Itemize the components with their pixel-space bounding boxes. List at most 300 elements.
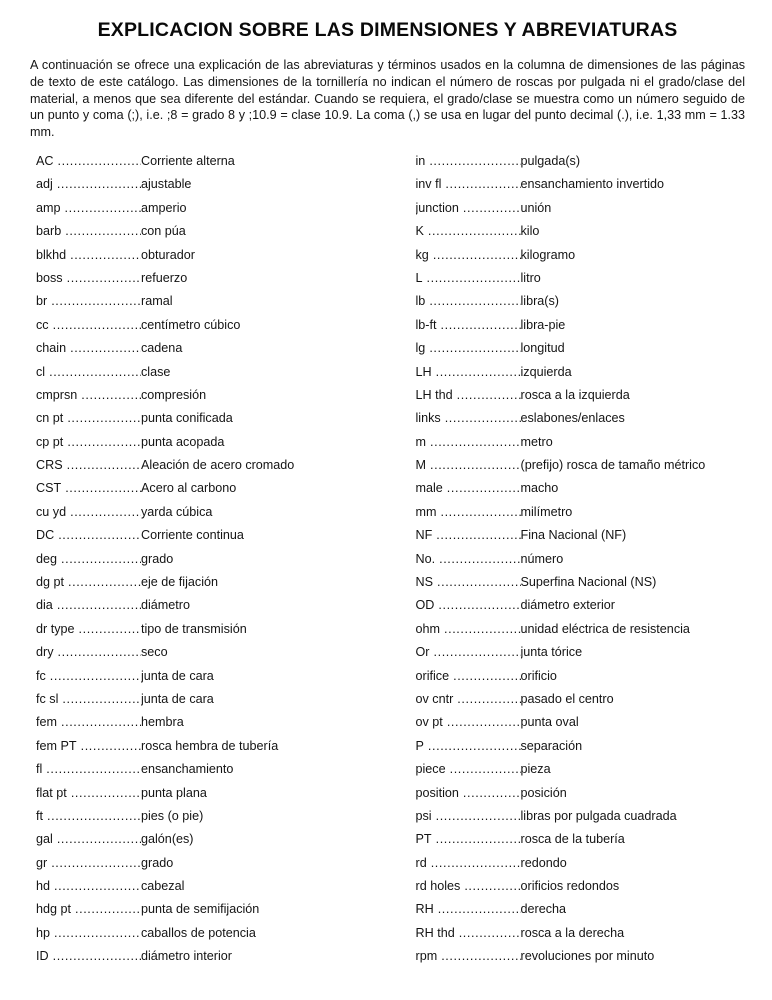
glossary-term-cell xyxy=(36,271,141,285)
dot-leader xyxy=(57,177,141,191)
definition: revoluciones por minuto xyxy=(520,949,655,964)
dot-leader xyxy=(429,341,520,355)
glossary-term-cell xyxy=(416,598,521,612)
abbreviation: cn pt xyxy=(36,411,64,426)
glossary-row xyxy=(36,832,388,855)
glossary-row xyxy=(416,271,746,294)
abbreviation: Or xyxy=(415,645,430,660)
dot-leader xyxy=(450,762,521,776)
abbreviation: barb xyxy=(36,224,62,239)
glossary-row xyxy=(36,177,388,200)
abbreviation: fc xyxy=(36,668,46,683)
glossary-term-cell xyxy=(416,762,521,776)
definition: Corriente continua xyxy=(141,528,244,543)
definition: redondo xyxy=(520,855,567,870)
abbreviation: DC xyxy=(36,528,55,543)
glossary-term-cell xyxy=(36,949,141,963)
glossary-row xyxy=(36,435,388,458)
definition: pieza xyxy=(520,762,551,777)
glossary-term-cell xyxy=(416,739,521,753)
glossary-term-cell xyxy=(416,645,521,659)
dot-leader xyxy=(46,762,141,776)
abbreviation: dia xyxy=(36,598,53,613)
glossary-term-cell xyxy=(36,552,141,566)
glossary-row xyxy=(36,739,388,762)
definition: pasado el centro xyxy=(520,691,614,706)
glossary-term-cell xyxy=(416,318,521,332)
glossary-term-cell xyxy=(416,201,521,215)
glossary-term-cell xyxy=(36,481,141,495)
abbreviation: piece xyxy=(415,762,446,777)
dot-leader xyxy=(70,341,141,355)
glossary-term-cell xyxy=(36,154,141,168)
dot-leader xyxy=(67,458,141,472)
definition: Superfina Nacional (NS) xyxy=(520,575,657,590)
definition: centímetro cúbico xyxy=(141,317,241,332)
dot-leader xyxy=(459,926,521,940)
abbreviation: gr xyxy=(36,855,48,870)
dot-leader xyxy=(53,318,141,332)
abbreviation: P xyxy=(415,738,424,753)
definition: orificio xyxy=(520,668,557,683)
definition: hembra xyxy=(141,715,184,730)
definition: punta oval xyxy=(520,715,579,730)
abbreviation: kg xyxy=(415,247,429,262)
glossary-term-cell xyxy=(416,248,521,262)
glossary-row xyxy=(416,949,746,972)
glossary-row xyxy=(36,388,388,411)
glossary-row xyxy=(416,645,746,668)
glossary-term-cell xyxy=(36,832,141,846)
dot-leader xyxy=(463,201,521,215)
glossary-row xyxy=(36,762,388,785)
abbreviation: dr type xyxy=(36,621,75,636)
glossary-row xyxy=(36,224,388,247)
glossary-term-cell xyxy=(416,832,521,846)
glossary-term-cell xyxy=(36,318,141,332)
abbreviation: ft xyxy=(36,808,43,823)
definition: seco xyxy=(141,645,168,660)
glossary-term-cell xyxy=(36,762,141,776)
glossary-row xyxy=(36,598,388,621)
dot-leader xyxy=(54,926,141,940)
glossary-term-cell xyxy=(36,365,141,379)
abbreviation: psi xyxy=(415,808,432,823)
abbreviation: hp xyxy=(36,925,51,940)
glossary-row xyxy=(416,388,746,411)
glossary-row xyxy=(416,786,746,809)
dot-leader xyxy=(70,505,141,519)
glossary-term-cell xyxy=(416,622,521,636)
definition: rosca a la izquierda xyxy=(520,387,630,402)
dot-leader xyxy=(75,902,141,916)
definition: galón(es) xyxy=(141,832,194,847)
abbreviation: cl xyxy=(36,364,46,379)
abbreviation: br xyxy=(36,294,48,309)
glossary-row xyxy=(416,248,746,271)
dot-leader xyxy=(438,598,520,612)
glossary-term-cell xyxy=(36,856,141,870)
abbreviation: fem xyxy=(36,715,57,730)
dot-leader xyxy=(436,365,521,379)
dot-leader xyxy=(434,645,521,659)
glossary-columns xyxy=(30,154,745,973)
definition: grado xyxy=(141,855,174,870)
glossary-column-left xyxy=(30,154,388,973)
glossary-row xyxy=(36,341,388,364)
glossary-term-cell xyxy=(36,248,141,262)
glossary-term-cell xyxy=(416,856,521,870)
definition: pulgada(s) xyxy=(520,153,581,168)
dot-leader xyxy=(58,645,142,659)
abbreviation: No. xyxy=(415,551,436,566)
abbreviation: K xyxy=(415,224,424,239)
abbreviation: lg xyxy=(415,341,426,356)
glossary-term-cell xyxy=(416,575,521,589)
abbreviation: amp xyxy=(36,200,61,215)
abbreviation: chain xyxy=(36,341,67,356)
abbreviation: lb xyxy=(415,294,426,309)
glossary-row xyxy=(36,902,388,925)
abbreviation: CST xyxy=(36,481,62,496)
definition: punta plana xyxy=(141,785,207,800)
glossary-row xyxy=(36,294,388,317)
abbreviation: inv fl xyxy=(415,177,442,192)
abbreviation: male xyxy=(415,481,443,496)
glossary-row xyxy=(416,669,746,692)
definition: número xyxy=(520,551,564,566)
dot-leader xyxy=(57,832,141,846)
glossary-row xyxy=(416,879,746,902)
glossary-row xyxy=(416,575,746,598)
dot-leader xyxy=(439,552,520,566)
glossary-row xyxy=(36,856,388,879)
dot-leader xyxy=(61,715,141,729)
glossary-row xyxy=(416,318,746,341)
glossary-term-cell xyxy=(416,552,521,566)
glossary-column-right xyxy=(388,154,746,973)
definition: pies (o pie) xyxy=(141,808,204,823)
glossary-row xyxy=(416,341,746,364)
definition: libra-pie xyxy=(520,317,566,332)
abbreviation: cmprsn xyxy=(36,387,78,402)
glossary-term-cell xyxy=(36,669,141,683)
abbreviation: m xyxy=(415,434,426,449)
glossary-row xyxy=(36,365,388,388)
abbreviation: cu yd xyxy=(36,504,67,519)
glossary-term-cell xyxy=(36,598,141,612)
glossary-term-cell xyxy=(416,341,521,355)
glossary-row xyxy=(36,271,388,294)
definition: izquierda xyxy=(520,364,572,379)
glossary-term-cell xyxy=(36,435,141,449)
abbreviation: hdg pt xyxy=(36,902,72,917)
abbreviation: L xyxy=(415,270,423,285)
glossary-row xyxy=(36,879,388,902)
glossary-row xyxy=(416,902,746,925)
glossary-row xyxy=(416,715,746,738)
glossary-row xyxy=(36,809,388,832)
glossary-term-cell xyxy=(416,388,521,402)
glossary-term-cell xyxy=(36,411,141,425)
abbreviation: LH thd xyxy=(415,387,453,402)
abbreviation: RH thd xyxy=(415,925,455,940)
abbreviation: flat pt xyxy=(36,785,67,800)
dot-leader xyxy=(444,622,521,636)
glossary-row xyxy=(416,598,746,621)
glossary-term-cell xyxy=(36,645,141,659)
abbreviation: dry xyxy=(36,645,54,660)
definition: orificios redondos xyxy=(520,879,620,894)
glossary-row xyxy=(416,809,746,832)
glossary-row xyxy=(36,645,388,668)
abbreviation: rd xyxy=(415,855,427,870)
abbreviation: links xyxy=(415,411,441,426)
abbreviation: AC xyxy=(36,153,54,168)
glossary-row xyxy=(416,692,746,715)
glossary-row xyxy=(36,926,388,949)
definition: eslabones/enlaces xyxy=(520,411,625,426)
definition: unidad eléctrica de resistencia xyxy=(520,621,690,636)
dot-leader xyxy=(81,739,141,753)
glossary-term-cell xyxy=(416,528,521,542)
dot-leader xyxy=(53,949,141,963)
definition: ramal xyxy=(141,294,173,309)
glossary-row xyxy=(416,856,746,879)
dot-leader xyxy=(445,411,521,425)
glossary-row xyxy=(416,411,746,434)
glossary-term-cell xyxy=(36,458,141,472)
dot-leader xyxy=(51,294,141,308)
abbreviation: LH xyxy=(415,364,432,379)
dot-leader xyxy=(436,832,521,846)
abbreviation: ov pt xyxy=(415,715,443,730)
dot-leader xyxy=(436,809,521,823)
definition: punta conificada xyxy=(141,411,233,426)
glossary-term-cell xyxy=(36,879,141,893)
dot-leader xyxy=(463,786,521,800)
definition: cabezal xyxy=(141,879,185,894)
glossary-term-cell xyxy=(36,224,141,238)
glossary-term-cell xyxy=(416,481,521,495)
glossary-term-cell xyxy=(416,154,521,168)
definition: compresión xyxy=(141,387,207,402)
abbreviation: deg xyxy=(36,551,58,566)
dot-leader xyxy=(61,552,141,566)
dot-leader xyxy=(67,435,141,449)
abbreviation: fem PT xyxy=(36,738,77,753)
definition: punta de semifijación xyxy=(141,902,260,917)
glossary-row xyxy=(36,201,388,224)
glossary-term-cell xyxy=(36,622,141,636)
dot-leader xyxy=(58,528,141,542)
glossary-row xyxy=(416,505,746,528)
glossary-term-cell xyxy=(36,809,141,823)
abbreviation: dg pt xyxy=(36,575,65,590)
glossary-term-cell xyxy=(416,949,521,963)
definition: milímetro xyxy=(520,504,573,519)
dot-leader xyxy=(433,248,521,262)
glossary-row xyxy=(416,154,746,177)
dot-leader xyxy=(441,318,521,332)
glossary-row xyxy=(416,622,746,645)
glossary-term-cell xyxy=(416,271,521,285)
glossary-row xyxy=(36,786,388,809)
dot-leader xyxy=(81,388,141,402)
dot-leader xyxy=(457,692,520,706)
abbreviation: position xyxy=(415,785,459,800)
glossary-term-cell xyxy=(416,786,521,800)
definition: obturador xyxy=(141,247,195,262)
definition: ensanchamiento xyxy=(141,762,234,777)
dot-leader xyxy=(68,575,141,589)
glossary-term-cell xyxy=(416,879,521,893)
abbreviation: in xyxy=(415,153,426,168)
definition: junta de cara xyxy=(141,668,214,683)
dot-leader xyxy=(79,622,141,636)
glossary-term-cell xyxy=(416,435,521,449)
glossary-row xyxy=(416,201,746,224)
dot-leader xyxy=(429,294,520,308)
abbreviation: adj xyxy=(36,177,53,192)
glossary-row xyxy=(36,669,388,692)
definition: metro xyxy=(520,434,553,449)
abbreviation: fc sl xyxy=(36,691,59,706)
abbreviation: CRS xyxy=(36,458,63,473)
definition: diámetro xyxy=(141,598,190,613)
glossary-row xyxy=(36,411,388,434)
glossary-row xyxy=(36,692,388,715)
glossary-row xyxy=(36,575,388,598)
abbreviation: ohm xyxy=(415,621,440,636)
glossary-term-cell xyxy=(416,505,521,519)
abbreviation: ov cntr xyxy=(415,691,454,706)
dot-leader xyxy=(65,201,142,215)
glossary-term-cell xyxy=(36,739,141,753)
glossary-term-cell xyxy=(36,575,141,589)
abbreviation: PT xyxy=(415,832,432,847)
dot-leader xyxy=(428,739,521,753)
abbreviation: hd xyxy=(36,879,51,894)
page-title: EXPLICACION SOBRE LAS DIMENSIONES Y ABREVIATURAS xyxy=(97,19,678,41)
glossary-row xyxy=(416,739,746,762)
dot-leader xyxy=(49,365,141,379)
definition: rosca de la tubería xyxy=(520,832,625,847)
glossary-row xyxy=(416,762,746,785)
dot-leader xyxy=(54,879,141,893)
glossary-row xyxy=(36,528,388,551)
definition: rosca hembra de tubería xyxy=(141,738,279,753)
dot-leader xyxy=(445,177,520,191)
definition: longitud xyxy=(520,341,565,356)
definition: rosca a la derecha xyxy=(520,925,625,940)
glossary-term-cell xyxy=(416,411,521,425)
definition: ensanchamiento invertido xyxy=(520,177,665,192)
glossary-term-cell xyxy=(36,786,141,800)
definition: (prefijo) rosca de tamaño métrico xyxy=(520,458,706,473)
definition: libras por pulgada cuadrada xyxy=(520,808,677,823)
glossary-term-cell xyxy=(36,341,141,355)
definition: libra(s) xyxy=(520,294,559,309)
glossary-row xyxy=(416,365,746,388)
definition: Aleación de acero cromado xyxy=(141,458,295,473)
glossary-term-cell xyxy=(416,669,521,683)
definition: kilogramo xyxy=(520,247,576,262)
definition: litro xyxy=(520,270,541,285)
dot-leader xyxy=(429,154,520,168)
abbreviation: cp pt xyxy=(36,434,64,449)
definition: clase xyxy=(141,364,171,379)
dot-leader xyxy=(453,669,520,683)
glossary-term-cell xyxy=(36,902,141,916)
abbreviation: ID xyxy=(36,949,49,964)
dot-leader xyxy=(50,669,141,683)
dot-leader xyxy=(436,528,520,542)
dot-leader xyxy=(58,154,142,168)
definition: unión xyxy=(520,200,552,215)
definition: yarda cúbica xyxy=(141,504,213,519)
definition: tipo de transmisión xyxy=(141,621,247,636)
abbreviation: rpm xyxy=(415,949,438,964)
glossary-row xyxy=(416,435,746,458)
glossary-row xyxy=(36,715,388,738)
abbreviation: M xyxy=(415,458,426,473)
definition: diámetro exterior xyxy=(520,598,615,613)
glossary-term-cell xyxy=(416,926,521,940)
glossary-term-cell xyxy=(416,715,521,729)
abbreviation: junction xyxy=(415,200,459,215)
abbreviation: mm xyxy=(415,504,437,519)
definition: grado xyxy=(141,551,174,566)
abbreviation: fl xyxy=(36,762,43,777)
dot-leader xyxy=(430,458,521,472)
abbreviation: blkhd xyxy=(36,247,67,262)
abbreviation: RH xyxy=(415,902,434,917)
glossary-row xyxy=(36,949,388,972)
glossary-term-cell xyxy=(416,902,521,916)
dot-leader xyxy=(447,481,521,495)
dot-leader xyxy=(67,271,141,285)
abbreviation: NF xyxy=(415,528,433,543)
glossary-row xyxy=(416,458,746,481)
dot-leader xyxy=(447,715,521,729)
glossary-term-cell xyxy=(416,224,521,238)
glossary-term-cell xyxy=(36,177,141,191)
glossary-row xyxy=(36,248,388,271)
definition: separación xyxy=(520,738,583,753)
dot-leader xyxy=(70,248,141,262)
definition: posición xyxy=(520,785,567,800)
glossary-row xyxy=(416,552,746,575)
glossary-term-cell xyxy=(36,505,141,519)
glossary-row xyxy=(416,481,746,504)
dot-leader xyxy=(57,598,141,612)
dot-leader xyxy=(440,505,520,519)
abbreviation: gal xyxy=(36,832,53,847)
glossary-term-cell xyxy=(36,294,141,308)
glossary-row xyxy=(36,458,388,481)
glossary-term-cell xyxy=(416,365,521,379)
glossary-row xyxy=(416,528,746,551)
dot-leader xyxy=(464,879,520,893)
definition: punta acopada xyxy=(141,434,225,449)
definition: refuerzo xyxy=(141,270,188,285)
glossary-term-cell xyxy=(36,926,141,940)
abbreviation: NS xyxy=(415,575,433,590)
definition: Fina Nacional (NF) xyxy=(520,528,627,543)
glossary-row xyxy=(36,318,388,341)
glossary-term-cell xyxy=(416,809,521,823)
